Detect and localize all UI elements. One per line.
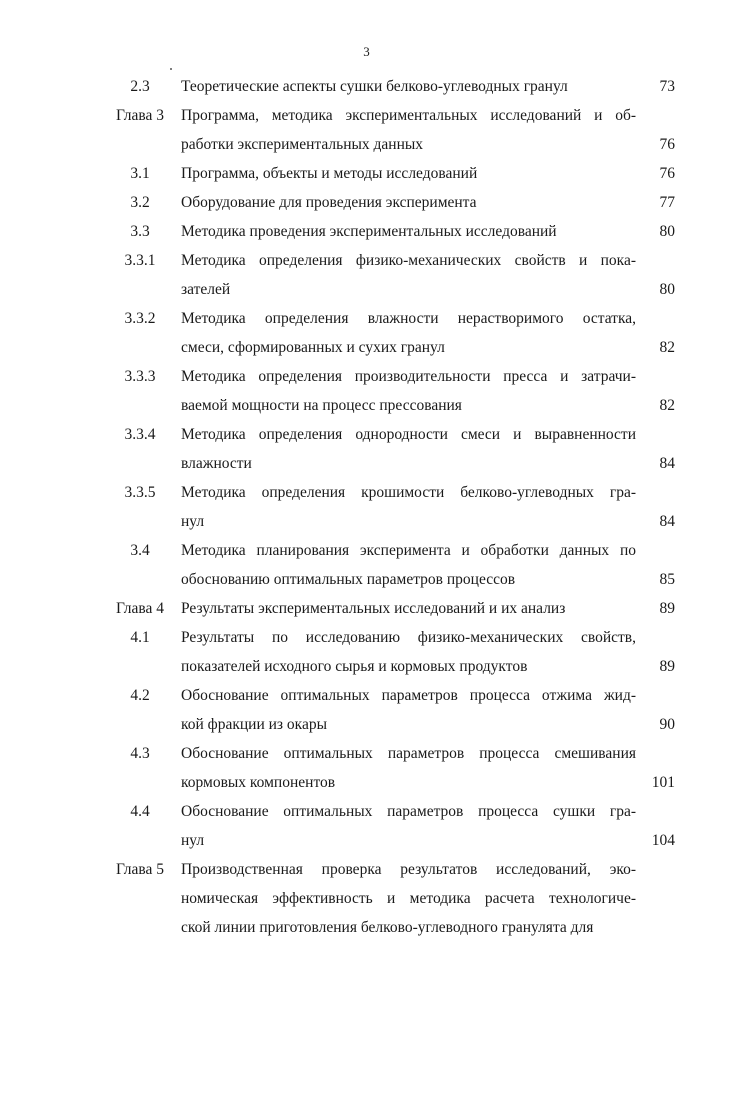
toc-entry-number: 3.3.3 (124, 368, 156, 385)
toc-entry-title-line: Обоснование оптимальных параметров процесса смешивания (181, 745, 636, 762)
toc-entry (0, 304, 733, 362)
toc-entry (0, 101, 733, 159)
toc-entry (0, 739, 733, 797)
toc-entry-number: 3.3 (130, 223, 150, 240)
toc-entry-title-line: смеси, сформированных и сухих гранул (181, 339, 445, 356)
toc-entry-number: 3.3.1 (124, 252, 156, 269)
toc-entry-title-line: Методика проведения экспериментальных исследований (181, 223, 557, 240)
toc-entry-title (181, 739, 636, 797)
toc-entry-title (181, 855, 636, 942)
toc-entry (0, 217, 733, 246)
toc-entry-page: 73 (659, 78, 675, 95)
toc-entry-title-line: работки экспериментальных данных (181, 136, 424, 153)
toc-entry-title-line: влажности (181, 455, 252, 472)
toc-entry-title-line: Обоснование оптимальных параметров процесса сушки гра- (181, 803, 636, 820)
toc-entry-title-line: зателей (181, 281, 231, 298)
toc-entry-title-line: номическая эффективность и методика расчета технологиче- (181, 890, 636, 907)
toc-entry-number: 3.3.2 (124, 310, 156, 327)
toc-entry-title-line: Результаты по исследованию физико-механических свойств, (181, 629, 636, 646)
toc-entry-title (181, 217, 636, 246)
toc-entry-title-line: Программа, методика экспериментальных исследований и об- (181, 107, 636, 124)
toc-entry-page: 80 (659, 223, 675, 240)
toc-entry-title-line: Методика определения производительности пресса и затрачи- (181, 368, 636, 385)
toc-entry (0, 855, 733, 942)
toc-entry (0, 420, 733, 478)
toc-entry-title (181, 420, 636, 478)
toc-entry (0, 623, 733, 681)
toc-entry-page: 101 (651, 774, 675, 791)
toc-entry-title (181, 681, 636, 739)
toc-entry-page: 90 (659, 716, 675, 733)
toc-entry (0, 246, 733, 304)
toc-entry-page: 89 (659, 658, 675, 675)
toc-entry-title-line: Программа, объекты и методы исследований (181, 165, 478, 182)
toc-entry (0, 362, 733, 420)
toc-entry-number: 2.3 (130, 78, 150, 95)
toc-entry-title-line: Методика определения крошимости белково-углеводных гра- (181, 484, 636, 501)
toc-entry (0, 797, 733, 855)
toc-entry-title (181, 594, 636, 623)
toc-entry-title-line: Теоретические аспекты сушки белково-углеводных гранул (181, 78, 568, 95)
toc-entry-title-line: Методика планирования эксперимента и обработки данных по (181, 542, 636, 559)
toc-entry-title (181, 362, 636, 420)
toc-entry-title-line: показателей исходного сырья и кормовых продуктов (181, 658, 528, 675)
toc-entry-title (181, 246, 636, 304)
toc-entry-number: Глава 4 (115, 600, 165, 617)
toc-entry-title-line: Обоснование оптимальных параметров процесса отжима жид- (181, 687, 636, 704)
toc-entry-number: 3.4 (130, 542, 150, 559)
toc-entry-title (181, 623, 636, 681)
toc-entry-page: 76 (659, 165, 675, 182)
scan-artifact-dot (170, 68, 172, 70)
toc-entry-page: 76 (659, 136, 675, 153)
toc-entry-title-line: Методика определения однородности смеси и выравненности (181, 426, 636, 443)
toc-entry-title-line: Оборудование для проведения эксперимента (181, 194, 477, 211)
toc-entry-title (181, 478, 636, 536)
toc-entry-page: 85 (659, 571, 675, 588)
toc-entry-title-line: ской линии приготовления белково-углеводного гранулята для (181, 919, 594, 936)
toc-entry-title-line: нул (181, 832, 205, 849)
toc-entry (0, 536, 733, 594)
toc-entry (0, 188, 733, 217)
toc-entry-title-line: Производственная проверка результатов исследований, эко- (181, 861, 636, 878)
toc-entry-title-line: ваемой мощности на процесс прессования (181, 397, 462, 414)
toc-entry-page: 84 (659, 455, 675, 472)
toc-entry (0, 478, 733, 536)
toc-entry-number: 4.3 (130, 745, 150, 762)
toc-entry-title (181, 188, 636, 217)
toc-entry-title (181, 101, 636, 159)
toc-entry-title-line: Методика определения физико-механических свойств и пока- (181, 252, 636, 269)
toc-entry-title (181, 72, 636, 101)
toc-entry-title-line: Результаты экспериментальных исследований и их анализ (181, 600, 566, 617)
page-number: 3 (363, 44, 370, 59)
toc-entry (0, 594, 733, 623)
toc-entry-page: 80 (659, 281, 675, 298)
toc-entry-title-line: нул (181, 513, 205, 530)
toc-entry-number: Глава 3 (115, 107, 165, 124)
toc-entry-title (181, 536, 636, 594)
toc-entry-title-line: Методика определения влажности нерастворимого остатка, (181, 310, 636, 327)
toc-entry-page: 82 (659, 397, 675, 414)
toc-entry (0, 72, 733, 101)
toc-entry-number: 3.2 (130, 194, 150, 211)
toc-entry-page: 104 (651, 832, 675, 849)
toc-entry (0, 159, 733, 188)
toc-entry-page: 82 (659, 339, 675, 356)
toc-entry (0, 681, 733, 739)
toc-entry-title (181, 304, 636, 362)
toc-entry-number: Глава 5 (115, 861, 165, 878)
toc-entry-title (181, 159, 636, 188)
toc-entry-page: 84 (659, 513, 675, 530)
toc-entry-page: 77 (659, 194, 675, 211)
toc-entry-number: 4.1 (130, 629, 150, 646)
toc-entry-page: 89 (659, 600, 675, 617)
toc-entry-number: 3.3.4 (124, 426, 156, 443)
toc-entry-title-line: обоснованию оптимальных параметров процессов (181, 571, 516, 588)
toc-entry-number: 3.1 (130, 165, 150, 182)
toc-entry-title-line: кормовых компонентов (181, 774, 336, 791)
toc-entry-number: 4.2 (130, 687, 150, 704)
toc-entry-title-line: кой фракции из окары (181, 716, 328, 733)
toc-entry-title (181, 797, 636, 855)
toc-entry-number: 3.3.5 (124, 484, 156, 501)
table-of-contents (0, 72, 733, 942)
toc-entry-number: 4.4 (130, 803, 150, 820)
